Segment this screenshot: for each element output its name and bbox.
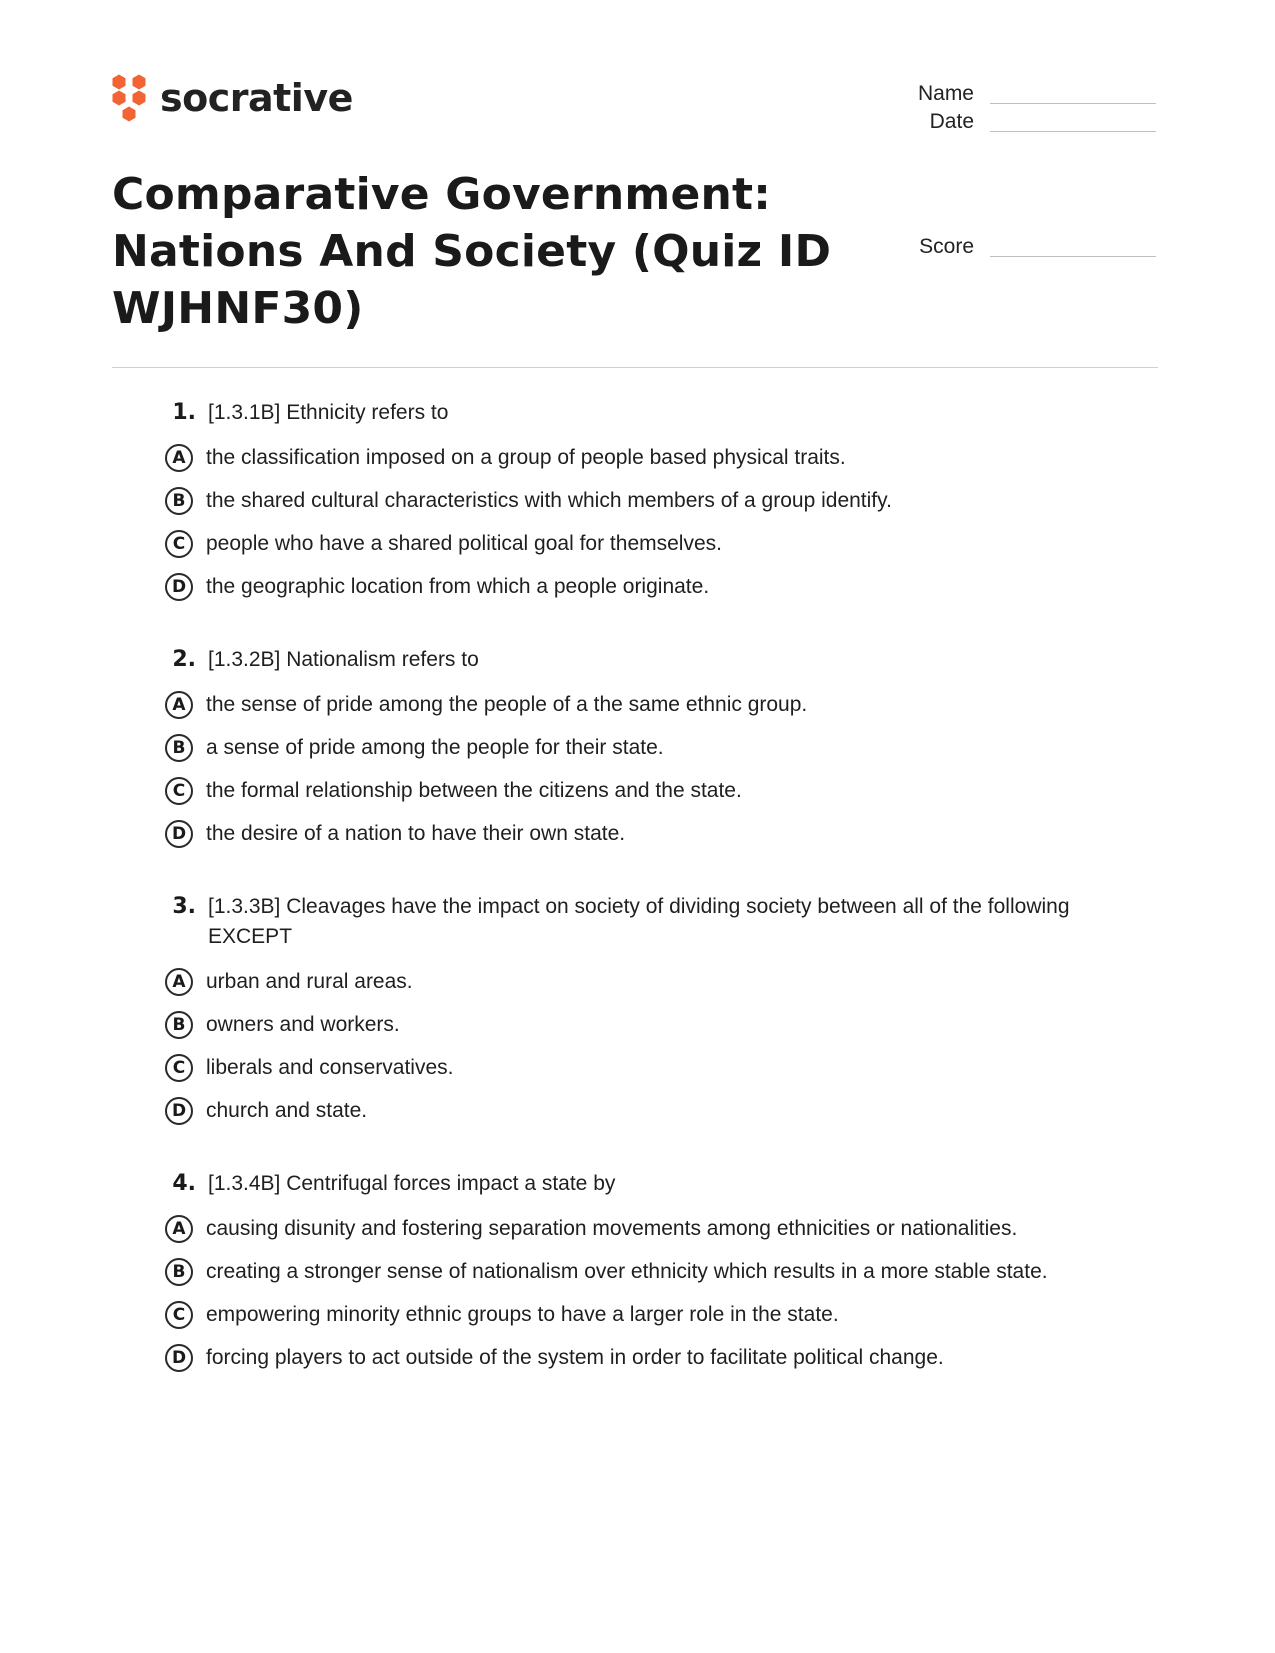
answer-option[interactable]	[160, 436, 1140, 479]
option-letter-bubble[interactable]: C	[165, 1054, 193, 1082]
answer-option[interactable]	[160, 960, 1140, 1003]
date-label: Date	[929, 110, 974, 133]
option-text: the geographic location from which a people originate.	[206, 574, 710, 598]
question-item	[160, 398, 1140, 608]
question-item	[160, 645, 1140, 855]
question-number: 1.	[172, 400, 196, 425]
question-text: [1.3.1B] Ethnicity refers to	[208, 401, 449, 424]
option-letter-bubble[interactable]: C	[165, 1301, 193, 1329]
date-line[interactable]	[990, 131, 1156, 132]
quiz-title: Comparative Government: Nations And Society (Quiz ID WJHNF30)	[112, 169, 832, 334]
option-letter-bubble[interactable]: D	[165, 573, 193, 601]
name-field[interactable]	[856, 78, 1156, 108]
option-letter-bubble[interactable]: D	[165, 1344, 193, 1372]
header-divider	[112, 367, 1158, 368]
option-letter-bubble[interactable]: B	[165, 734, 193, 762]
option-text: urban and rural areas.	[206, 969, 413, 993]
option-letter-bubble[interactable]: A	[165, 968, 193, 996]
question-item	[160, 892, 1140, 1132]
option-letter-bubble[interactable]: A	[165, 444, 193, 472]
option-text: empowering minority ethnic groups to have a larger role in the state.	[206, 1302, 839, 1326]
option-text: forcing players to act outside of the system in order to facilitate political change.	[206, 1345, 944, 1369]
answer-option[interactable]	[160, 1207, 1140, 1250]
answer-option[interactable]	[160, 769, 1140, 812]
option-text: church and state.	[206, 1098, 368, 1122]
option-letter-bubble[interactable]: A	[165, 1215, 193, 1243]
answer-option[interactable]	[160, 683, 1140, 726]
question-header	[160, 892, 1140, 952]
option-letter-bubble[interactable]: D	[165, 820, 193, 848]
option-text: the classification imposed on a group of people based physical traits.	[206, 445, 846, 469]
option-text: the desire of a nation to have their own state.	[206, 821, 626, 845]
score-label: Score	[919, 235, 974, 258]
brand-name: socrative	[160, 76, 353, 120]
answer-option[interactable]	[160, 522, 1140, 565]
option-text: the formal relationship between the citizens and the state.	[206, 778, 742, 802]
question-header	[160, 1169, 1140, 1199]
page-header	[112, 70, 1156, 370]
option-letter-bubble[interactable]: B	[165, 1011, 193, 1039]
option-text: people who have a shared political goal for themselves.	[206, 531, 722, 555]
option-letter-bubble[interactable]: C	[165, 777, 193, 805]
answer-option[interactable]	[160, 1089, 1140, 1132]
answer-option[interactable]	[160, 565, 1140, 608]
option-text: causing disunity and fostering separation movements among ethnicities or nationalities.	[206, 1216, 1018, 1240]
question-item	[160, 1169, 1140, 1379]
option-text: the shared cultural characteristics with which members of a group identify.	[206, 488, 892, 512]
answer-option[interactable]	[160, 812, 1140, 855]
question-number: 4.	[172, 1171, 196, 1196]
answer-option[interactable]	[160, 1336, 1140, 1379]
option-letter-bubble[interactable]: C	[165, 530, 193, 558]
answer-option[interactable]	[160, 1003, 1140, 1046]
brand-logo	[112, 72, 353, 124]
name-line[interactable]	[990, 103, 1156, 104]
score-line[interactable]	[990, 256, 1156, 257]
option-letter-bubble[interactable]: B	[165, 487, 193, 515]
option-text: a sense of pride among the people for their state.	[206, 735, 664, 759]
answer-option[interactable]	[160, 479, 1140, 522]
question-list	[160, 398, 1140, 1416]
option-letter-bubble[interactable]: D	[165, 1097, 193, 1125]
answer-option[interactable]	[160, 1046, 1140, 1089]
option-text: liberals and conservatives.	[206, 1055, 454, 1079]
question-number: 3.	[172, 894, 196, 919]
question-header	[160, 398, 1140, 428]
answer-option[interactable]	[160, 1250, 1140, 1293]
name-label: Name	[917, 82, 974, 105]
option-letter-bubble[interactable]: B	[165, 1258, 193, 1286]
question-header	[160, 645, 1140, 675]
answer-option[interactable]	[160, 726, 1140, 769]
option-text: creating a stronger sense of nationalism over ethnicity which results in a more stable state.	[206, 1259, 1048, 1283]
question-text: [1.3.2B] Nationalism refers to	[208, 648, 479, 671]
date-field[interactable]	[856, 106, 1156, 136]
question-number: 2.	[172, 647, 196, 672]
question-text: [1.3.3B] Cleavages have the impact on society of dividing society between all of the following EXCEPT	[208, 895, 1070, 948]
option-text: owners and workers.	[206, 1012, 400, 1036]
score-field[interactable]	[856, 231, 1156, 261]
option-text: the sense of pride among the people of a the same ethnic group.	[206, 692, 808, 716]
answer-option[interactable]	[160, 1293, 1140, 1336]
socrative-hexagons-icon	[112, 74, 150, 122]
option-letter-bubble[interactable]: A	[165, 691, 193, 719]
question-text: [1.3.4B] Centrifugal forces impact a state by	[208, 1172, 616, 1195]
